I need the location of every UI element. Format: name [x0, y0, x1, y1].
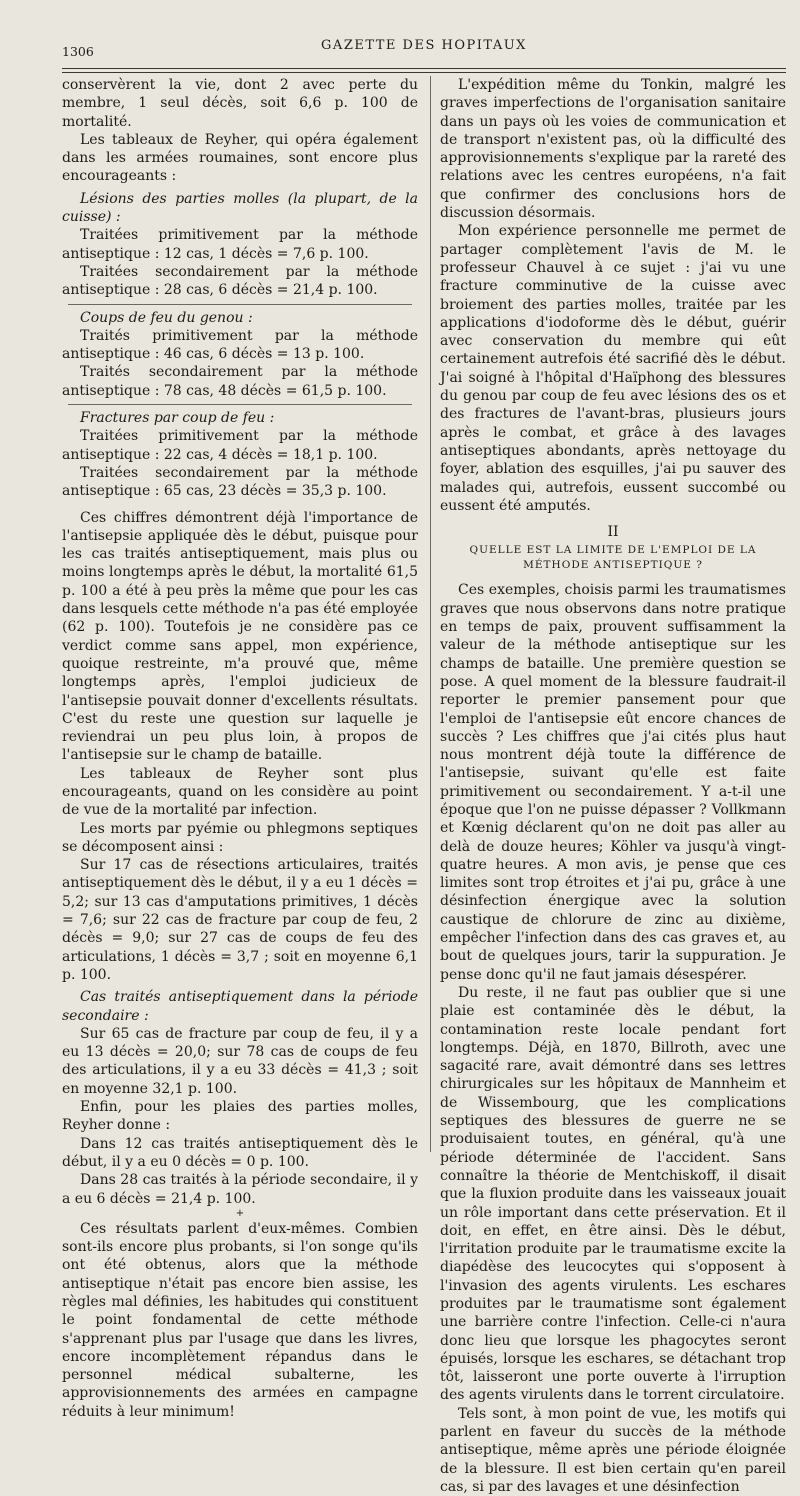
paragraph: Dans 28 cas traités à la période secondaire, il y a eu 6 décès = 21,4 p. 100. — [62, 1172, 418, 1207]
paragraph: Dans 12 cas traités antiseptiquement dès le début, il y a eu 0 décès = 0 p. 100. — [62, 1135, 418, 1170]
column-divider — [430, 76, 431, 1152]
page-header — [62, 34, 786, 70]
paragraph: Traités secondairement par la méthode antiseptique : 78 cas, 48 décès = 61,5 p. 100. — [62, 364, 418, 399]
header-rule — [62, 68, 786, 69]
paragraph: Les tableaux de Reyher, qui opéra également dans les armées roumaines, sont encore plus encourageants : — [62, 131, 418, 185]
subheading: Cas traités antiseptiquement dans la période secondaire : — [62, 989, 418, 1024]
paragraph: Ces résultats parlent d'eux-mêmes. Combien sont-ils encore plus probants, si l'on songe qu'ils ont été obtenus, alors que la méthode antiseptique n'était pas encore bien assise, les règles mal définies, les habitudes qui constituent le point fondamental de cette méthode s'apprenant plus par l'usage que dans les livres, encore incomplètement répandus dans le personnel médical subalterne, les approvisionnements des armées en campagne réduits à leur minimum! — [62, 1220, 418, 1420]
paragraph: L'expédition même du Tonkin, malgré les graves imperfections de l'organisation sanitaire dans un pays où les voies de communication et de transport n'existent pas, où la difficulté des approvisionnements s'explique par la rareté des relations avec les centres européens, n'a fait que confirmer des conclusions hors de discussion désormais. — [440, 77, 786, 222]
page-number: 1306 — [62, 44, 94, 59]
paragraph: Traitées primitivement par la méthode antiseptique : 12 cas, 1 décès = 7,6 p. 100. — [62, 227, 418, 262]
subheading: Lésions des parties molles (la plupart, de la cuisse) : — [62, 190, 418, 226]
paragraph: Tels sont, à mon point de vue, les motifs qui parlent en faveur du succès de la méthode antiseptique, même après une période éloignée de la blessure. Il est bien certain qu'en pareil cas, si par des lavages et une désinfection — [440, 1405, 786, 1495]
right-column — [440, 76, 786, 1496]
paragraph: Traitées secondairement par la méthode antiseptique : 28 cas, 6 décès = 21,4 p. 100. — [62, 263, 418, 299]
subheading: Coups de feu du genou : — [80, 309, 253, 326]
subheading: Fractures par coup de feu : — [80, 410, 275, 427]
header-rule-thin — [62, 72, 786, 73]
paragraph: Du reste, il ne faut pas oublier que si une plaie est contaminée dès le début, la contamination reste locale pendant fort longtemps. Déjà, en 1870, Billroth, avec une sagacité rare, avait démontré dans ses lettres chirurgicales sur les hôpitaux de Mannheim et de Wissembourg, que les complications septiques des blessures de guerre ne se produisaient toutes, en général, qu'à une période déterminée de l'accident. Sans connaître la théorie de Mentchiskoff, il disait que la fluxion produite dans les vaisseaux jouait un rôle important dans cette préservation. Et il doit, en effet, en être ainsi. Dès le début, l'irritation produite par le traumatisme excite la diapédèse des leucocytes qui s'opposent à l'invasion des agents virulents. Les eschares produites par le traumatisme sont également une barrière contre l'infection. Celle-ci n'aura donc lieu que lorsque les phagocytes seront épuisés, lorsque les eschares, se détachant trop tôt, laisseront une porte ouverte à l'irruption des agents virulents dans le torrent circulatoire. — [440, 984, 786, 1404]
section-number: II — [607, 524, 619, 541]
paragraph: conservèrent la vie, dont 2 avec perte du membre, 1 seul décès, soit 6,6 p. 100 de mortalité. — [62, 77, 418, 130]
paragraph: Ces chiffres démontrent déjà l'importance de l'antisepsie appliquée dès le début, puisque pour les cas traités antiseptiquement, mais plus ou moins longtemps après le début, la mortalité 61,5 p. 100 a été à peu près la même que pour les cas dans lesquels cette méthode n'a pas été employée (62 p. 100). Toutefois je ne considère pas ce verdict comme sans appel, mon expérience, quoique restreinte, m'a prouvé que, même longtemps après, l'emploi judicieux de l'antisepsie pouvait donner d'excellents résultats. C'est du reste une question sur laquelle je reviendrai un peu plus loin, à propos de l'antisepsie sur le champ de bataille. — [62, 509, 418, 764]
section-ornament: + — [235, 1207, 245, 1219]
paragraph: Traitées primitivement par la méthode antiseptique : 22 cas, 4 décès = 18,1 p. 100. — [62, 428, 418, 463]
section-title: QUELLE EST LA LIMITE DE L'EMPLOI DE LA MÉTHODE ANTISEPTIQUE ? — [469, 544, 757, 572]
left-column — [62, 76, 418, 1421]
paragraph: Les morts par pyémie ou phlegmons septiques se décomposent ainsi : — [62, 820, 418, 855]
paragraph: Les tableaux de Reyher sont plus encourageants, quand on les considère au point de vue de la mortalité par infection. — [62, 765, 418, 819]
paragraph: Sur 17 cas de résections articulaires, traités antiseptiquement dès le début, il y a eu 1 décès = 5,2; sur 13 cas d'amputations primitives, 1 décès = 7,6; sur 22 cas de fracture par coup de feu, 2 décès = 9,0; sur 27 cas de coups de feu des articulations, 1 décès = 3,7 ; soit en moyenne 6,1 p. 100. — [62, 857, 418, 983]
separator-rule — [68, 404, 412, 405]
paragraph: Sur 65 cas de fracture par coup de feu, il y a eu 13 décès = 20,0; sur 78 cas de coups de feu des articulations, il y a eu 33 décès = 41,3 ; soit en moyenne 32,1 p. 100. — [62, 1025, 418, 1097]
paragraph: Traitées secondairement par la méthode antiseptique : 65 cas, 23 décès = 35,3 p. 100. — [62, 464, 418, 500]
paragraph: Traités primitivement par la méthode antiseptique : 46 cas, 6 décès = 13 p. 100. — [62, 327, 418, 363]
paragraph: Mon expérience personnelle me permet de partager complètement l'avis de M. le professeur Chauvel à ce sujet : j'ai vu une fracture comminutive de la cuisse avec broiement des parties molles, traitée par les applications d'iodoforme dès le début, guérir avec conservation du membre qui eût certainement autrefois été sacrifié dès le début. J'ai soigné à l'hôpital d'Haïphong des blessures du genou par coup de feu avec lésions des os et des fractures de l'avant-bras, plusieurs jours après le combat, et grâce à des lavages antiseptiques abondants, après nettoyage du foyer, ablation des esquilles, j'ai pu sauver des malades qui, autrefois, eussent succombé ou eussent été amputés. — [440, 223, 786, 514]
paragraph: Ces exemples, choisis parmi les traumatismes graves que nous observons dans notre pratique en temps de paix, prouvent suffisamment la valeur de la méthode antiseptique sur les champs de bataille. Une première question se pose. A quel moment de la blessure faudrait-il reporter le premier pansement pour que l'emploi de l'antisepsie eût encore chances de succès ? Les chiffres que j'ai cités plus haut nous montrent déjà toute la différence de l'antisepsie, suivant qu'elle est faite primitivement ou secondairement. Y a-t-il une époque que l'on ne puisse dépasser ? Vollkmann et Kœnig déclarent qu'on ne doit pas aller au delà de douze heures; Köhler va jusqu'à vingt-quatre heures. A mon avis, je pense que ces limites sont trop étroites et j'ai pu, grâce à une désinfection énergique avec la solution caustique de chlorure de zinc au dixième, empêcher l'infection dans des cas graves et, au bout de quelques jours, tarir la suppuration. Je pense donc qu'il ne faut jamais désespérer. — [440, 582, 786, 983]
paragraph: Enfin, pour les plaies des parties molles, Reyher donne : — [62, 1099, 418, 1134]
separator-rule — [68, 304, 412, 305]
journal-title: GAZETTE DES HOPITAUX — [321, 38, 527, 53]
